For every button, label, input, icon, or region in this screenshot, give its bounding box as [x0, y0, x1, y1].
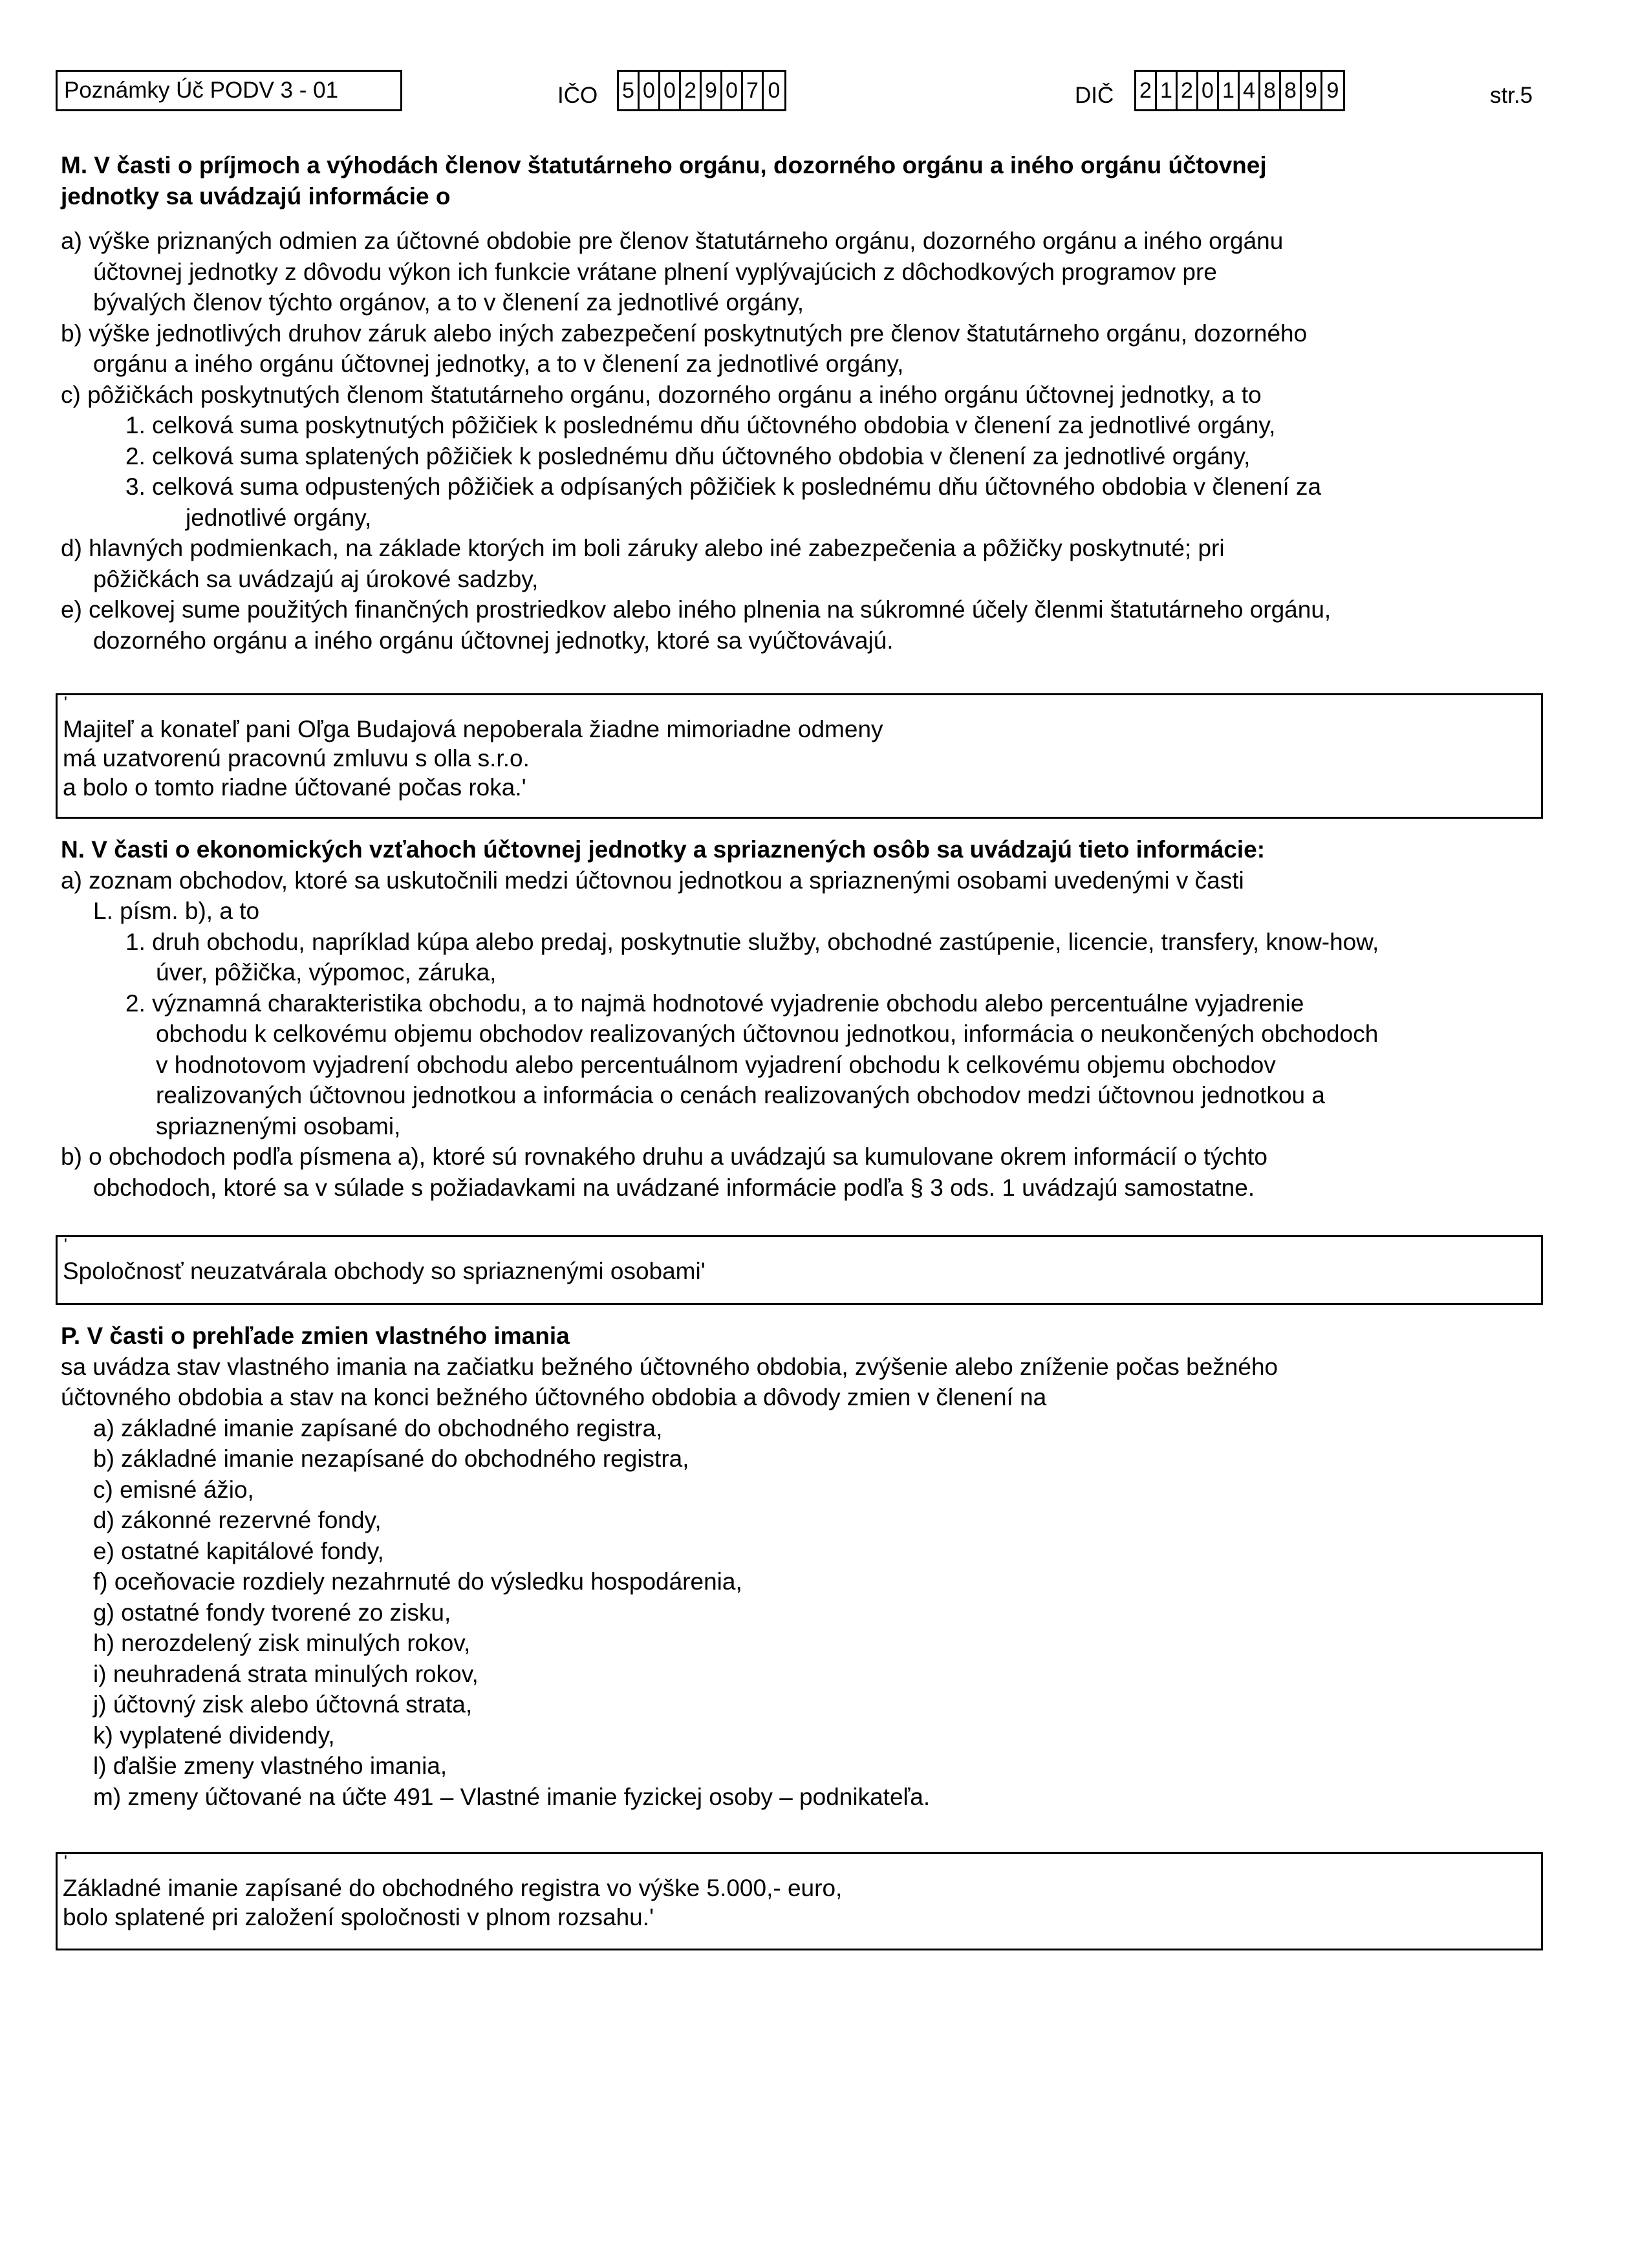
dic-digit: 2 — [1136, 72, 1157, 109]
ico-digit: 9 — [702, 72, 722, 109]
section-p — [61, 1321, 1606, 1812]
list-item: jednotlivé orgány, — [186, 504, 372, 531]
list-item: a) základné imanie zapísané do obchodného registra, — [93, 1414, 663, 1442]
list-item: účtovného obdobia a stav na konci bežného účtovného obdobia a dôvody zmien v členení na — [61, 1384, 1047, 1410]
list-item: 3. celková suma odpustených pôžičiek a odpísaných pôžičiek k poslednému dňu účtovného obdobia v členení za — [125, 473, 1322, 500]
list-item: pôžičkách sa uvádzajú aj úrokové sadzby, — [93, 565, 539, 592]
list-item: 2. celková suma splatených pôžičiek k poslednému dňu účtovného obdobia v členení za jednotlivé orgány, — [125, 442, 1251, 470]
list-item: h) nerozdelený zisk minulých rokov, — [93, 1630, 471, 1656]
section-p-heading: P. V časti o prehľade zmien vlastného imania — [61, 1323, 570, 1349]
list-item: 2. významná charakteristika obchodu, a to najmä hodnotové vyjadrenie obchodu alebo percentuálne vyjadrenie — [125, 989, 1304, 1017]
ico-digit: 7 — [743, 72, 764, 109]
answer-box-m[interactable] — [56, 693, 1543, 819]
dic-digit: 1 — [1219, 72, 1240, 109]
answer-text: Spoločnosť neuzatvárala obchody so spriaznenými osobami' — [63, 1258, 706, 1284]
dic-digit: 9 — [1326, 78, 1339, 103]
ico-digit: 0 — [640, 72, 660, 109]
list-item: k) vyplatené dividendy, — [93, 1722, 335, 1749]
list-item: g) ostatné fondy tvorené zo zisku, — [93, 1599, 451, 1626]
dic-digit: 1 — [1157, 72, 1178, 109]
list-item: d) zákonné rezervné fondy, — [93, 1507, 382, 1533]
section-m-heading: M. V časti o príjmoch a výhodách členov štatutárneho orgánu, dozorného orgánu a iného orgánu účtovnej — [61, 152, 1267, 178]
list-item: e) ostatné kapitálové fondy, — [93, 1537, 384, 1564]
list-item: c) pôžičkách poskytnutých členom štatutárneho orgánu, dozorného orgánu a iného orgánu účtovnej jednotky, a to — [61, 381, 1262, 408]
answer-text: Základné imanie zapísané do obchodného registra vo výške 5.000,- euro, — [63, 1875, 843, 1901]
ico-digit-boxes — [617, 70, 786, 111]
dic-digit: 9 — [1302, 72, 1322, 109]
ico-digit: 2 — [681, 72, 702, 109]
list-item: b) o obchodoch podľa písmena a), ktoré sú rovnakého druhu a uvádzajú sa kumulovane okrem informácií o týchto — [61, 1143, 1267, 1170]
list-item: úver, pôžička, výpomoc, záruka, — [156, 959, 497, 986]
list-item: obchodu k celkovému objemu obchodov realizovaných účtovnou jednotkou, informácia o neukončených obchodoch — [156, 1021, 1379, 1047]
list-item: d) hlavných podmienkach, na základe ktorých im boli záruky alebo iné zabezpečenia a pôžičky poskytnuté; pri — [61, 535, 1225, 561]
list-item: 1. celková suma poskytnutých pôžičiek k poslednému dňu účtovného obdobia v členení za jednotlivé orgány, — [125, 412, 1276, 438]
list-item: b) výške jednotlivých druhov záruk alebo iných zabezpečení poskytnutých pre členov štatutárneho orgánu, dozorného — [61, 319, 1308, 347]
section-n-heading: N. V časti o ekonomických vzťahoch účtovnej jednotky a spriaznených osôb sa uvádzajú tieto informácie: — [61, 836, 1266, 863]
dic-digit: 8 — [1281, 72, 1302, 109]
answer-text: Majiteľ a konateľ pani Oľga Budajová nepoberala žiadne mimoriadne odmeny — [63, 716, 883, 742]
section-m — [61, 150, 1606, 656]
list-item: b) základné imanie nezapísané do obchodného registra, — [93, 1445, 689, 1472]
list-item: účtovnej jednotky z dôvodu výkon ich funkcie vrátane plnení vyplývajúcich z dôchodkových programov pre — [93, 258, 1217, 285]
dic-digit: 0 — [1198, 72, 1219, 109]
list-item: i) neuhradená strata minulých rokov, — [93, 1660, 479, 1687]
ico-digit: 5 — [619, 72, 640, 109]
list-item: v hodnotovom vyjadrení obchodu alebo percentuálnom vyjadrení obchodu k celkovému objemu obchodov — [156, 1051, 1276, 1078]
list-item: bývalých členov týchto orgánov, a to v členení za jednotlivé orgány, — [93, 289, 804, 316]
dic-digit-boxes — [1134, 70, 1345, 111]
answer-box-p[interactable] — [56, 1852, 1543, 1950]
answer-text: bolo splatené pri založení spoločnosti v plnom rozsahu.' — [63, 1904, 654, 1930]
list-item: orgánu a iného orgánu účtovnej jednotky, a to v členení za jednotlivé orgány, — [93, 351, 904, 377]
ico-label: IČO — [557, 83, 598, 108]
section-m-heading: jednotky sa uvádzajú informácie o — [61, 182, 451, 210]
form-label-box: Poznámky Úč PODV 3 - 01 — [56, 70, 402, 111]
answer-text: a bolo o tomto riadne účtované počas roka.' — [63, 774, 526, 801]
list-item: 1. druh obchodu, napríklad kúpa alebo predaj, poskytnutie služby, obchodné zastúpenie, licencie, transfery, know-how, — [125, 928, 1379, 955]
list-item: a) výške priznaných odmien za účtovné obdobie pre členov štatutárneho orgánu, dozorného orgánu a iného orgánu — [61, 228, 1284, 254]
ico-digit: 0 — [660, 72, 681, 109]
list-item: realizovaných účtovnou jednotkou a informácia o cenách realizovaných obchodov medzi účtovnou jednotkou a — [156, 1082, 1325, 1108]
list-item: f) oceňovacie rozdiely nezahrnuté do výsledku hospodárenia, — [93, 1568, 742, 1595]
answer-mark: ' — [64, 1852, 67, 1871]
list-item: l) ďalšie zmeny vlastného imania, — [93, 1753, 447, 1779]
ico-digit: 0 — [768, 78, 781, 103]
answer-box-n[interactable] — [56, 1235, 1543, 1305]
list-item: c) emisné ážio, — [93, 1476, 254, 1503]
page-number: str.5 — [1490, 83, 1533, 108]
list-item: obchodoch, ktoré sa v súlade s požiadavkami na uvádzané informácie podľa § 3 ods. 1 uvádzajú samostatne. — [93, 1174, 1255, 1201]
dic-digit: 8 — [1260, 72, 1281, 109]
dic-digit: 4 — [1240, 72, 1260, 109]
answer-text: má uzatvorenú pracovnú zmluvu s olla s.r.o. — [63, 745, 530, 772]
list-item: a) zoznam obchodov, ktoré sa uskutočnili medzi účtovnou jednotkou a spriaznenými osobami uvedenými v časti — [61, 867, 1244, 894]
list-item: sa uvádza stav vlastného imania na začiatku bežného účtovného obdobia, zvýšenie alebo zníženie počas bežného — [61, 1353, 1278, 1380]
answer-mark: ' — [64, 1235, 67, 1254]
list-item: e) celkovej sume použitých finančných prostriedkov alebo iného plnenia na súkromné účely členmi štatutárneho orgánu, — [61, 596, 1331, 623]
list-item: m) zmeny účtované na účte 491 – Vlastné imanie fyzickej osoby – podnikateľa. — [93, 1783, 931, 1810]
dic-digit: 2 — [1178, 72, 1198, 109]
list-item: j) účtovný zisk alebo účtovná strata, — [93, 1691, 473, 1718]
list-item: L. písm. b), a to — [93, 898, 260, 924]
answer-mark: ' — [64, 693, 67, 712]
dic-label: DIČ — [1075, 83, 1114, 108]
ico-digit: 0 — [722, 72, 743, 109]
section-n — [61, 834, 1606, 1203]
list-item: spriaznenými osobami, — [156, 1112, 401, 1139]
list-item: dozorného orgánu a iného orgánu účtovnej jednotky, ktoré sa vyúčtovávajú. — [93, 627, 894, 654]
